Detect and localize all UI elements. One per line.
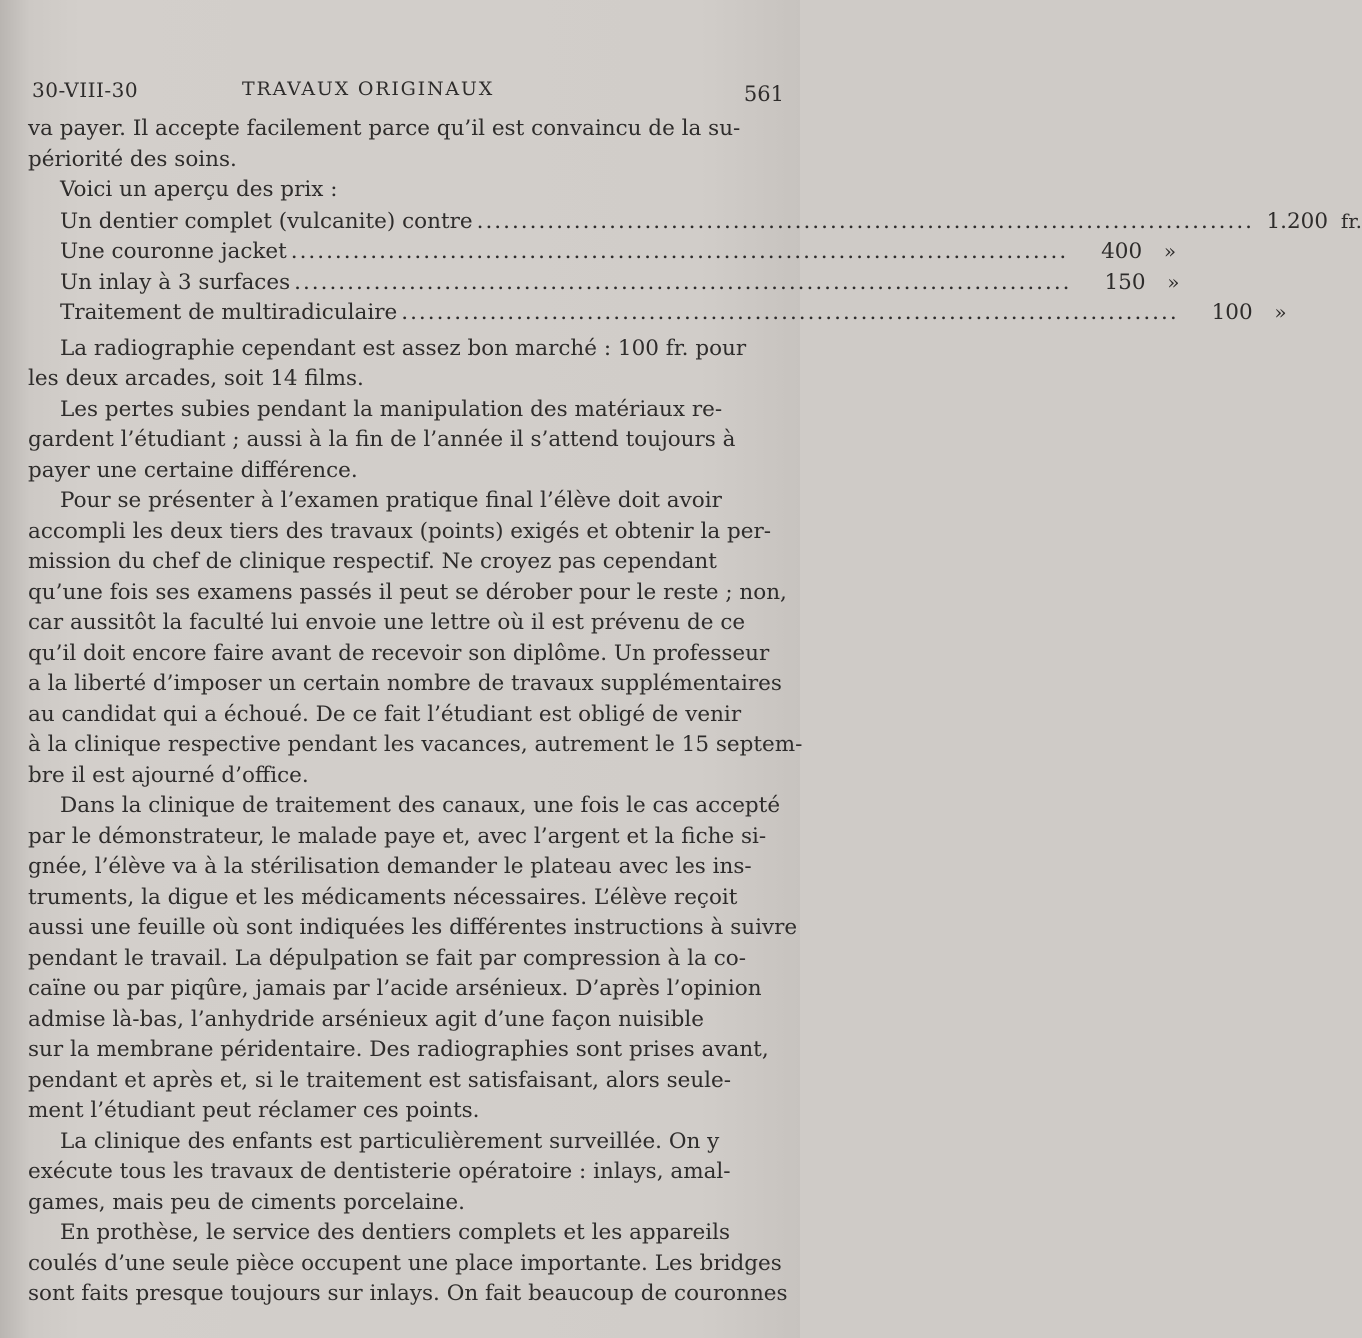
price-amount: 400 <box>1101 239 1143 264</box>
text-block-after-prices <box>28 334 803 1310</box>
issue-date: 30-VIII-30 <box>32 78 139 102</box>
text-line: bre il est ajourné d’office. <box>28 762 309 788</box>
text-line: gardent l’étudiant ; aussi à la fin de l’année il s’attend toujours à <box>28 427 736 452</box>
text-line: sur la membrane péridentaire. Des radiographies sont prises avant, <box>28 1037 769 1062</box>
text-line: aussi une feuille où sont indiquées les différentes instructions à suivre <box>28 915 798 940</box>
price-unit: » <box>1163 239 1177 263</box>
text-block-before-prices <box>28 114 741 206</box>
page-number: 561 <box>743 82 784 106</box>
price-item-label: Un dentier complet (vulcanite) contre <box>60 208 473 234</box>
price-amount: 150 <box>1104 269 1146 295</box>
text-line: admise là-bas, l’anhydride arsénieux agit d’une façon nuisible <box>28 1006 704 1032</box>
text-line: mission du chef de clinique respectif. Ne croyez pas cependant <box>28 549 717 574</box>
text-line: les deux arcades, soit 14 films. <box>28 366 364 391</box>
text-line: va payer. Il accepte facilement parce qu’il est convaincu de la su- <box>28 116 741 141</box>
text-line: accompli les deux tiers des travaux (points) exigés et obtenir la per- <box>28 518 772 544</box>
text-line: périorité des soins. <box>28 146 237 172</box>
running-header <box>32 78 784 108</box>
text-line: En prothèse, le service des dentiers complets et les appareils <box>60 1220 731 1245</box>
running-title: TRAVAUX ORIGINAUX <box>242 78 495 100</box>
price-list <box>28 206 1362 328</box>
text-line: sont faits presque toujours sur inlays. On fait beaucoup de couronnes <box>28 1281 788 1306</box>
text-line: ment l’étudiant peut réclamer ces points. <box>28 1098 480 1123</box>
text-line: games, mais peu de ciments porcelaine. <box>28 1189 465 1215</box>
dot-leader <box>401 298 1178 329</box>
text-line: gnée, l’élève va à la stérilisation demander le plateau avec les ins- <box>28 854 752 879</box>
price-item-label: Un inlay à 3 surfaces <box>60 269 291 295</box>
price-row <box>28 206 1362 237</box>
price-item-label: Une couronne jacket <box>60 239 287 264</box>
text-line: coulés d’une seule pièce occupent une place importante. Les bridges <box>28 1250 782 1276</box>
dot-leader <box>294 268 1071 299</box>
text-line: car aussitôt la faculté lui envoie une lettre où il est prévenu de ce <box>28 610 746 635</box>
price-row <box>28 297 1287 328</box>
text-line: La clinique des enfants est particulièrement surveillée. On y <box>60 1128 720 1154</box>
text-line: Pour se présenter à l’examen pratique final l’élève doit avoir <box>60 488 722 513</box>
text-line: truments, la digue et les médicaments nécessaires. L’élève reçoit <box>28 884 738 910</box>
price-amount: 100 <box>1211 300 1253 325</box>
text-line: La radiographie cependant est assez bon marché : 100 fr. pour <box>60 335 747 361</box>
text-line: qu’il doit encore faire avant de recevoir son diplôme. Un professeur <box>28 640 770 666</box>
text-line: Voici un aperçu des prix : <box>60 177 338 202</box>
price-unit: fr. <box>1340 208 1362 233</box>
price-amount: 1.200 <box>1266 208 1329 234</box>
price-item-label: Traitement de multiradiculaire <box>60 300 398 325</box>
text-line: pendant et après et, si le traitement est satisfaisant, alors seule- <box>28 1067 732 1093</box>
text-line: pendant le travail. La dépulpation se fait par compression à la co- <box>28 945 746 971</box>
text-line: au candidat qui a échoué. De ce fait l’étudiant est obligé de venir <box>28 701 742 727</box>
text-line: par le démonstrateur, le malade paye et, avec l’argent et la fiche si- <box>28 823 767 849</box>
dot-leader <box>291 237 1068 268</box>
text-line: à la clinique respective pendant les vacances, autrement le 15 septem- <box>28 732 803 757</box>
text-line: Les pertes subies pendant la manipulation des matériaux re- <box>60 396 723 422</box>
text-line: Dans la clinique de traitement des canaux, une fois le cas accepté <box>60 793 781 818</box>
text-line: payer une certaine différence. <box>28 457 358 483</box>
price-unit: » <box>1274 300 1287 324</box>
text-line: qu’une fois ses examens passés il peut se dérober pour le reste ; non, <box>28 579 787 605</box>
price-row <box>28 236 1177 267</box>
text-line: caïne ou par piqûre, jamais par l’acide arsénieux. D’après l’opinion <box>28 976 762 1001</box>
text-line: a la liberté d’imposer un certain nombre de travaux supplémentaires <box>28 671 782 696</box>
price-unit: » <box>1167 269 1180 294</box>
text-line: exécute tous les travaux de dentisterie opératoire : inlays, amal- <box>28 1159 731 1184</box>
dot-leader <box>477 207 1254 238</box>
price-row <box>28 267 1180 298</box>
body-text <box>28 114 1362 1310</box>
